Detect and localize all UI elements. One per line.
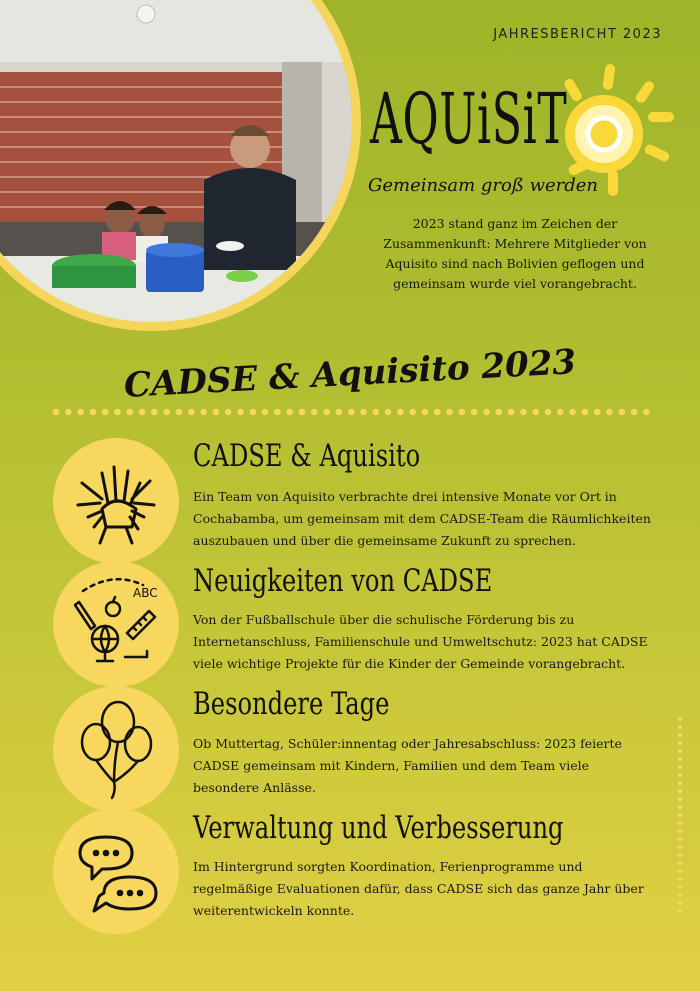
svg-text:ABC: ABC: [133, 586, 158, 600]
item-text: Von der Fußballschule über die schulische Förderung bis zu Internetanschluss, Familienschule und Umweltschutz: 2023 hat CADSE viele wichtige Projekte für die Kinder der Gemeinde vorangebracht.: [193, 612, 648, 671]
item-text: Ob Muttertag, Schüler:innentag oder Jahresabschluss: 2023 feierte CADSE gemeinsam mit Kindern, Familien und dem Team viele besondere Anlässe.: [193, 736, 622, 795]
item-title: Verwaltung und Verbesserung: [193, 810, 564, 846]
item-title: Neuigkeiten von CADSE: [193, 563, 493, 599]
intro-text: 2023 stand ganz im Zeichen der Zusammenkunft: Mehrere Mitglieder von Aquisito sind nach Bolivien geflogen und gemeinsam wurde viel vorangebracht.: [383, 216, 647, 291]
item-icon-circle: [53, 686, 179, 812]
item-title: CADSE & Aquisito: [193, 438, 421, 474]
logo-wordmark: AQUiSiT: [370, 78, 568, 160]
dotted-divider-vertical: [676, 715, 684, 915]
dotted-divider: [50, 405, 650, 419]
item-icon-circle: [53, 808, 179, 934]
school-supplies-icon: [61, 569, 171, 679]
balloons-icon: [68, 694, 164, 804]
item-icon-circle: [53, 438, 179, 564]
item-icon-circle: [53, 561, 179, 687]
kitchen-photo: [0, 0, 352, 322]
hands-together-icon: [68, 453, 164, 549]
chat-bubbles-icon: [66, 821, 166, 921]
item-text: Ein Team von Aquisito verbrachte drei intensive Monate vor Ort in Cochabamba, um gemeinsam mit dem CADSE-Team die Räumlichkeiten auszubauen und über die gemeinsame Zukunft zu sprechen.: [193, 489, 651, 548]
report-kicker: JAHRESBERICHT 2023: [493, 27, 662, 42]
item-text: Im Hintergrund sorgten Koordination, Ferienprogramme und regelmäßige Evaluationen dafür, dass CADSE sich das ganze Jahr über weiterentwickeln konnte.: [193, 859, 644, 918]
item-title: Besondere Tage: [193, 686, 390, 722]
tagline: Gemeinsam groß werden: [368, 175, 599, 196]
section-title: CADSE & Aquisito 2023: [123, 342, 577, 406]
